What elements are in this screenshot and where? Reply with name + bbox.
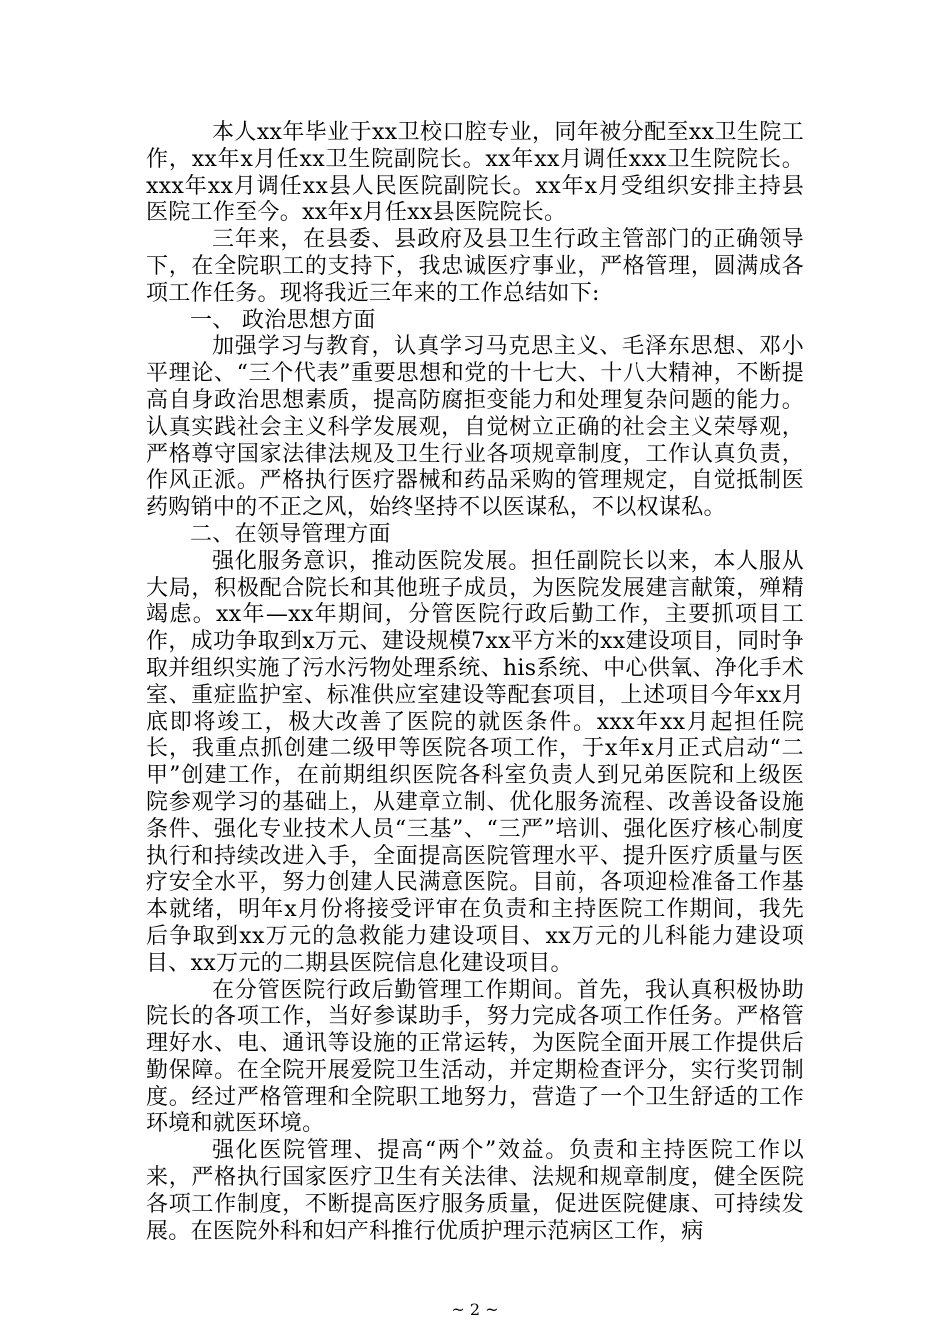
document-body — [146, 120, 804, 1245]
section-heading-leadership: 二、在领导管理方面 — [190, 521, 391, 547]
paragraph-intro: 三年来，在县委、县政府及县卫生行政主管部门的正确领导下，在全院职工的支持下，我忠诚医疗事业，严格管理，圆满成各项工作任务。现将我近三年来的工作总结如下: — [146, 227, 804, 306]
paragraph-career: 本人xx年毕业于xx卫校口腔专业，同年被分配至xx卫生院工作，xx年x月任xx卫生院副院长。xx年xx月调任xxx卫生院院长。xxx年xx月调任xx县人民医院副院长。xx年x月受组织安排主持县医院工作至今。xx年x月任xx县医院院长。 — [146, 120, 804, 226]
paragraph-management: 强化医院管理、提高“两个”效益。负责和主持医院工作以来，严格执行国家医疗卫生有关法律、法规和规章制度，健全医院各项工作制度，不断提高医疗服务质量，促进医院健康、可持续发展。在医院外科和妇产科推行优质护理示范病区工作，病 — [146, 1138, 804, 1244]
paragraph-political: 加强学习与教育，认真学习马克思主义、毛泽东思想、邓小平理论、“三个代表”重要思想和党的十七大、十八大精神，不断提高自身政治思想素质，提高防腐拒变能力和处理复杂问题的能力。认真实践社会主义科学发展观，自觉树立正确的社会主义荣辱观，严格尊守国家法律法规及卫生行业各项规章制度，工作认真负责，作风正派。严格执行医疗器械和药品采购的管理规定，自觉抵制医药购销中的不正之风，始终坚持不以医谋私，不以权谋私。 — [146, 334, 804, 521]
section-heading-political: 一、 政治思想方面 — [190, 307, 376, 333]
paragraph-logistics: 在分管医院行政后勤管理工作期间。首先，我认真积极协助院长的各项工作，当好参谋助手，努力完成各项工作任务。严格管理好水、电、通讯等设施的正常运转，为医院全面开展工作提供后勤保障。在全院开展爱院卫生活动，并定期检查评分，实行奖罚制度。经过严格管理和全院职工地努力，营造了一个卫生舒适的工作环境和就医环境。 — [146, 977, 804, 1137]
paragraph-service: 强化服务意识，推动医院发展。担任副院长以来，本人服从大局，积极配合院长和其他班子成员，为医院发展建言献策，殚精竭虑。xx年—xx年期间，分管医院行政后勤工作，主要抓项目工作，成功争取到x万元、建设规模7xx平方米的xx建设项目，同时争取并组织实施了污水污物处理系统、his系统、中心供氧、净化手术室、重症监护室、标准供应室建设等配套项目，上述项目今年xx月底即将竣工，极大改善了医院的就医条件。xxx年xx月起担任院长，我重点抓创建二级甲等医院各项工作，于x年x月正式启动“二甲”创建工作，在前期组织医院各科室负责人到兄弟医院和上级医院参观学习的基础上，从建章立制、优化服务流程、改善设备设施条件、强化专业技术人员“三基”、“三严”培训、强化医疗核心制度执行和持续改进入手，全面提高医院管理水平、提升医疗质量与医疗安全水平，努力创建人民满意医院。目前，各项迎检准备工作基本就绪，明年x月份将接受评审在负责和主持医院工作期间，我先后争取到xx万元的急救能力建设项目、xx万元的儿科能力建设项目、xx万元的二期县医院信息化建设项目。 — [146, 548, 804, 976]
page-number: ~ 2 ~ — [451, 1300, 499, 1319]
